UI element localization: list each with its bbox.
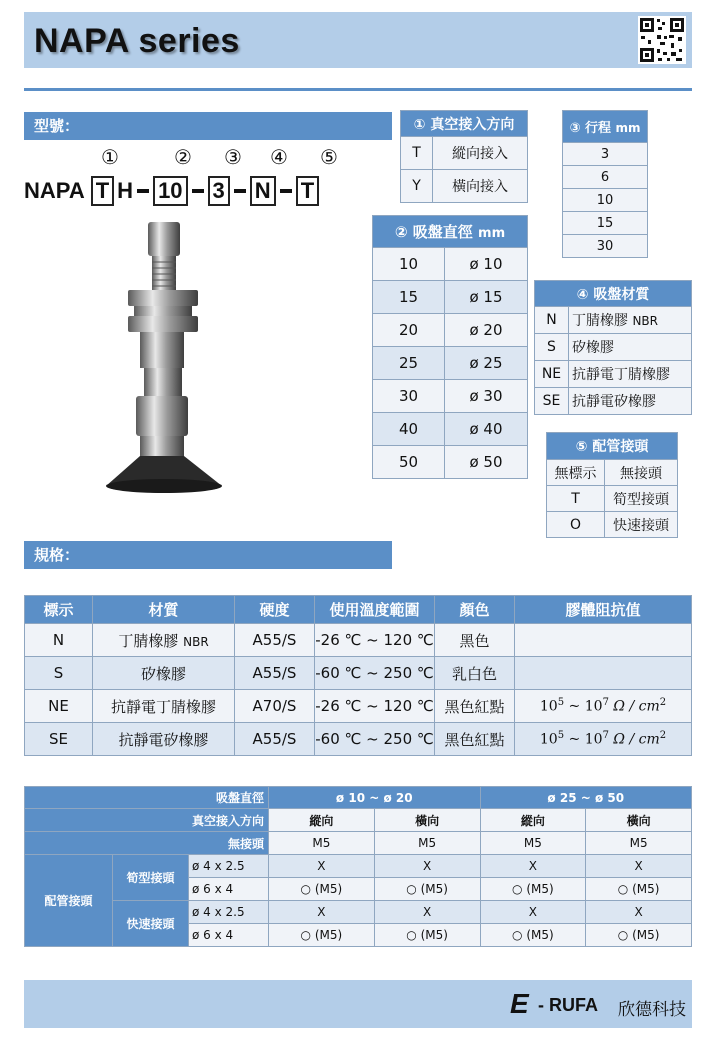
spec-col-mark: 標示: [25, 596, 93, 624]
resistance-unit: Ω / cm: [608, 731, 660, 748]
spec-hardness: A55/S: [235, 624, 315, 657]
diameter-header-label: ② 吸盤直徑: [394, 223, 473, 241]
fitting-desc: 快速接頭: [605, 512, 678, 538]
port-cell: ○ (M5): [586, 878, 692, 901]
port-cell: X: [586, 901, 692, 924]
spec-material: [93, 624, 235, 657]
diameter-code: 15: [373, 281, 445, 314]
model-dash: [137, 189, 149, 193]
port-cell: X: [374, 855, 480, 878]
port-cell: ○ (M5): [480, 924, 586, 947]
diameter-table: [372, 215, 528, 479]
port-cell: ○ (M5): [269, 924, 375, 947]
port-subgroup-label: 快速接頭: [113, 901, 189, 947]
brand-logo-text: - RUFA: [538, 995, 598, 1015]
port-dir-horizontal: 橫向: [586, 809, 692, 832]
port-range-small: ø 10 ~ ø 20: [269, 787, 481, 809]
diameter-code: 40: [373, 413, 445, 446]
model-dash: [192, 189, 204, 193]
diameter-header-unit: mm: [478, 226, 506, 241]
page-title: NAPA series: [34, 22, 240, 60]
port-cell: ○ (M5): [480, 878, 586, 901]
spec-resistance: [515, 657, 692, 690]
diameter-value: ø 50: [445, 446, 528, 479]
spec-resistance: [515, 624, 692, 657]
spec-col-color: 顏色: [435, 596, 515, 624]
diameter-code: 25: [373, 347, 445, 380]
fitting-code: 無標示: [547, 460, 605, 486]
model-code-h: H: [117, 178, 134, 203]
stroke-value: 15: [563, 212, 648, 235]
material-code: SE: [535, 388, 569, 415]
port-size: ø 6 x 4: [189, 924, 269, 947]
port-cell: M5: [374, 832, 480, 855]
spec-col-resistance: 膠體阻抗值: [515, 596, 692, 624]
material-table: [534, 280, 692, 415]
material-suffix: NBR: [632, 314, 658, 328]
port-cell: M5: [480, 832, 586, 855]
spec-temp: -60 ℃ ~ 250 ℃: [315, 657, 435, 690]
model-section-label: 型號：: [34, 117, 80, 135]
spec-mark: SE: [25, 723, 93, 756]
port-table: [24, 786, 692, 947]
resistance-unit: Ω / cm: [608, 698, 660, 715]
stroke-header-label: ③ 行程: [569, 121, 611, 136]
material-header: ④ 吸盤材質: [535, 281, 692, 307]
page-footer: [24, 980, 692, 1028]
spec-col-temp: 使用溫度範圍: [315, 596, 435, 624]
stroke-value: 3: [563, 143, 648, 166]
port-cell: X: [586, 855, 692, 878]
vacuum-direction-table: [400, 110, 528, 203]
port-dir-vertical: 縱向: [480, 809, 586, 832]
spec-color: 黑色紅點: [435, 690, 515, 723]
material-desc: [569, 307, 692, 334]
spec-table: [24, 595, 692, 756]
circled-number-3: ③: [224, 145, 242, 169]
model-section-bar: [24, 112, 392, 140]
resistance-unit-exp: 2: [659, 730, 667, 742]
port-cell: M5: [269, 832, 375, 855]
spec-material: 抗靜電丁腈橡膠: [93, 690, 235, 723]
spec-temp: -26 ℃ ~ 120 ℃: [315, 624, 435, 657]
circled-number-5: ⑤: [320, 145, 338, 169]
fitting-table: [546, 432, 678, 538]
vacuum-direction-desc: 橫向接入: [433, 170, 528, 203]
port-cell: X: [269, 855, 375, 878]
resistance-exp: 7: [602, 697, 609, 709]
resistance-exp: 7: [602, 730, 609, 742]
diameter-value: ø 25: [445, 347, 528, 380]
spec-color: 乳白色: [435, 657, 515, 690]
model-dash: [234, 189, 246, 193]
port-size: ø 6 x 4: [189, 878, 269, 901]
stroke-header: [563, 111, 648, 143]
diameter-value: ø 15: [445, 281, 528, 314]
model-code-direction: T: [91, 176, 114, 206]
vacuum-direction-header: ① 真空接入方向: [401, 111, 528, 137]
spec-material-suffix: NBR: [183, 634, 209, 649]
resistance-unit-exp: 2: [659, 697, 667, 709]
fitting-desc: 無接頭: [605, 460, 678, 486]
spec-mark: N: [25, 624, 93, 657]
port-dir-vertical: 縱向: [269, 809, 375, 832]
spec-resistance: [515, 723, 692, 756]
fitting-code: O: [547, 512, 605, 538]
spec-col-material: 材質: [93, 596, 235, 624]
page-header: [24, 12, 692, 68]
stroke-value: 6: [563, 166, 648, 189]
spec-material: 抗靜電矽橡膠: [93, 723, 235, 756]
resistance-exp: 5: [557, 730, 565, 742]
model-code-stroke: 3: [208, 176, 230, 206]
diameter-value: ø 10: [445, 248, 528, 281]
circled-number-2: ②: [174, 145, 192, 169]
stroke-value: 30: [563, 235, 648, 258]
port-row-diameter: 吸盤直徑: [25, 787, 269, 809]
port-cell: X: [480, 855, 586, 878]
port-cell: ○ (M5): [586, 924, 692, 947]
material-code: S: [535, 334, 569, 361]
spec-section-label: 規格：: [34, 546, 80, 564]
port-size: ø 4 x 2.5: [189, 855, 269, 878]
spec-section-bar: [24, 541, 392, 569]
vacuum-direction-code: T: [401, 137, 433, 170]
port-cell: ○ (M5): [269, 878, 375, 901]
diameter-header: [373, 216, 528, 248]
diameter-value: ø 40: [445, 413, 528, 446]
fitting-desc: 筍型接頭: [605, 486, 678, 512]
diameter-code: 20: [373, 314, 445, 347]
spec-mark: S: [25, 657, 93, 690]
spec-material-name: 丁腈橡膠: [118, 631, 179, 650]
vacuum-direction-desc: 縱向接入: [433, 137, 528, 170]
model-code-material: N: [250, 176, 276, 206]
vacuum-pad-product-image: [100, 218, 240, 498]
port-size: ø 4 x 2.5: [189, 901, 269, 924]
fitting-code: T: [547, 486, 605, 512]
spec-hardness: A55/S: [235, 657, 315, 690]
spec-color: 黑色紅點: [435, 723, 515, 756]
spec-col-hardness: 硬度: [235, 596, 315, 624]
model-dash: [280, 189, 292, 193]
port-cell: X: [269, 901, 375, 924]
port-row-none: 無接頭: [25, 832, 269, 855]
material-name: 丁腈橡膠: [572, 313, 628, 329]
fitting-header: ⑤ 配管接頭: [547, 433, 678, 460]
resistance-base: 10: [539, 698, 558, 715]
port-cell: M5: [586, 832, 692, 855]
material-desc: 抗靜電丁腈橡膠: [569, 361, 692, 388]
qr-code-icon: [638, 16, 686, 64]
model-code-fitting: T: [296, 176, 319, 206]
company-name: 欣德科技: [618, 1000, 686, 1020]
port-cell: ○ (M5): [374, 924, 480, 947]
circled-number-4: ④: [270, 145, 288, 169]
diameter-value: ø 30: [445, 380, 528, 413]
spec-resistance: [515, 690, 692, 723]
vacuum-direction-code: Y: [401, 170, 433, 203]
circled-number-1: ①: [101, 145, 119, 169]
diameter-code: 30: [373, 380, 445, 413]
resistance-sep: ~: [564, 698, 585, 715]
model-code: [24, 176, 319, 206]
stroke-header-unit: mm: [615, 121, 641, 135]
material-desc: 抗靜電矽橡膠: [569, 388, 692, 415]
port-row-direction: 真空接入方向: [25, 809, 269, 832]
spec-temp: -26 ℃ ~ 120 ℃: [315, 690, 435, 723]
material-desc: 矽橡膠: [569, 334, 692, 361]
stroke-value: 10: [563, 189, 648, 212]
resistance-base: 10: [584, 698, 603, 715]
header-divider: [24, 88, 692, 91]
model-code-diameter: 10: [153, 176, 187, 206]
material-code: NE: [535, 361, 569, 388]
port-subgroup-label: 筍型接頭: [113, 855, 189, 901]
material-code: N: [535, 307, 569, 334]
spec-hardness: A70/S: [235, 690, 315, 723]
port-cell: X: [480, 901, 586, 924]
model-prefix: NAPA: [24, 178, 85, 203]
brand-logo-e: E: [510, 988, 529, 1019]
resistance-sep: ~: [564, 731, 585, 748]
spec-mark: NE: [25, 690, 93, 723]
spec-color: 黑色: [435, 624, 515, 657]
port-dir-horizontal: 橫向: [374, 809, 480, 832]
diameter-code: 10: [373, 248, 445, 281]
spec-material: 矽橡膠: [93, 657, 235, 690]
port-cell: ○ (M5): [374, 878, 480, 901]
resistance-base: 10: [584, 731, 603, 748]
port-range-large: ø 25 ~ ø 50: [480, 787, 692, 809]
spec-temp: -60 ℃ ~ 250 ℃: [315, 723, 435, 756]
port-cell: X: [374, 901, 480, 924]
diameter-code: 50: [373, 446, 445, 479]
diameter-value: ø 20: [445, 314, 528, 347]
port-group-label: 配管接頭: [25, 855, 113, 947]
spec-hardness: A55/S: [235, 723, 315, 756]
stroke-table: [562, 110, 648, 258]
resistance-base: 10: [539, 731, 558, 748]
resistance-exp: 5: [557, 697, 565, 709]
